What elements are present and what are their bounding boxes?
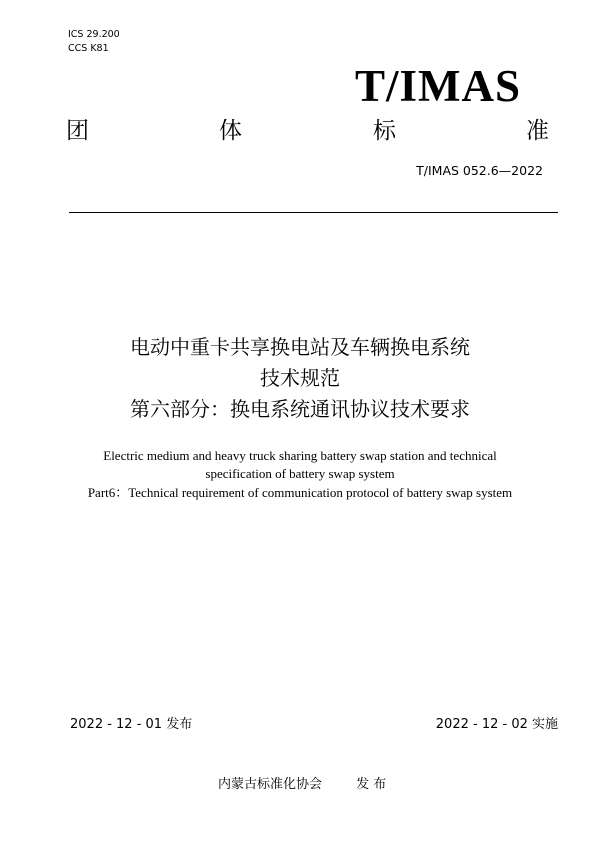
issuer-org: 内蒙古标准化协会 bbox=[218, 777, 323, 792]
issuer bbox=[218, 776, 386, 794]
ccs-code: CCS K81 bbox=[68, 43, 109, 54]
title-cn-line-2: 技术规范 bbox=[260, 366, 340, 390]
issuer-action: 发 布 bbox=[356, 777, 387, 792]
header-divider bbox=[69, 212, 558, 213]
standard-category bbox=[66, 117, 551, 147]
title-en-line-1: Electric medium and heavy truck sharing battery swap station and technical bbox=[103, 448, 497, 463]
category-char-4: 准 bbox=[526, 118, 549, 144]
standard-logo: T/IMAS bbox=[354, 61, 521, 111]
title-en-line-2: specification of battery swap system bbox=[205, 466, 395, 481]
implement-date: 2022 - 12 - 02 实施 bbox=[435, 717, 558, 732]
category-char-2: 体 bbox=[219, 118, 242, 144]
ics-code: ICS 29.200 bbox=[68, 29, 120, 40]
publish-date: 2022 - 12 - 01 发布 bbox=[70, 717, 193, 732]
title-en-line-3: Part6：Technical requirement of communication protocol of battery swap system bbox=[87, 485, 513, 500]
category-char-1: 团 bbox=[66, 118, 89, 144]
title-cn-line-1: 电动中重卡共享换电站及车辆换电系统 bbox=[130, 335, 470, 359]
category-char-3: 标 bbox=[373, 118, 396, 144]
standard-number: T/IMAS 052.6—2022 bbox=[416, 163, 543, 178]
title-cn-line-3: 第六部分：换电系统通讯协议技术要求 bbox=[130, 397, 470, 421]
